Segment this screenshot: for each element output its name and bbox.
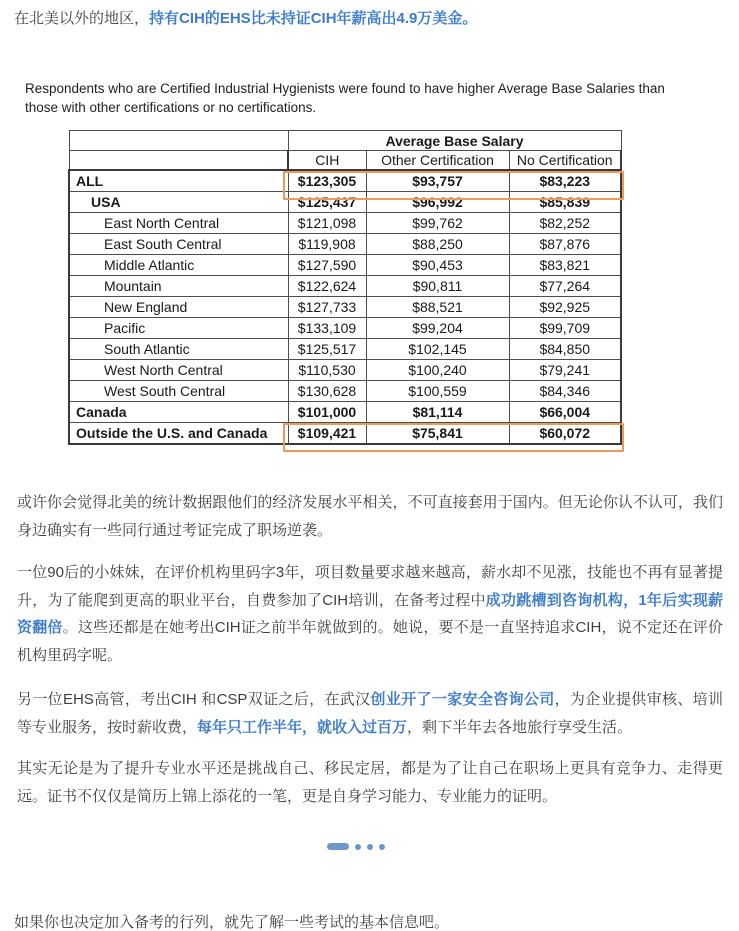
row-label: West North Central	[69, 359, 288, 380]
row-label: New England	[69, 296, 288, 317]
salary-value: $130,628	[288, 380, 366, 401]
salary-value: $133,109	[288, 317, 366, 338]
table-row	[69, 359, 621, 380]
salary-value: $125,517	[288, 338, 366, 359]
row-label: Middle Atlantic	[69, 254, 288, 275]
salary-value: $110,530	[288, 359, 366, 380]
salary-value: $99,204	[366, 317, 509, 338]
salary-value: $123,305	[288, 170, 366, 192]
salary-value: $92,925	[509, 296, 621, 317]
salary-table-container	[68, 130, 622, 445]
table-row	[69, 233, 621, 254]
emphasis-blue-text: 创业开了一家安全咨询公司	[370, 691, 555, 708]
section-divider	[0, 843, 712, 850]
article-heading	[14, 8, 725, 30]
row-label: South Atlantic	[69, 338, 288, 359]
salary-value: $99,709	[509, 317, 621, 338]
salary-value: $100,240	[366, 359, 509, 380]
salary-value: $83,223	[509, 170, 621, 192]
salary-value: $122,624	[288, 275, 366, 296]
row-label: East North Central	[69, 212, 288, 233]
plain-text: 另一位EHS高管，考出CIH 和CSP双证之后，在武汉	[17, 691, 371, 708]
body-paragraph-1	[17, 489, 723, 544]
plain-text: ，剩下半年去各地旅行享受生活。	[407, 718, 633, 736]
body-paragraph-2	[17, 559, 723, 669]
table-row	[69, 338, 621, 359]
salary-value: $100,559	[366, 380, 509, 401]
table-row	[69, 170, 621, 192]
salary-value: $90,811	[366, 275, 509, 296]
salary-value: $101,000	[288, 401, 366, 422]
salary-table	[68, 130, 622, 445]
table-group-header-row	[69, 131, 621, 151]
table-row	[69, 254, 621, 275]
table-row	[69, 296, 621, 317]
salary-value: $102,145	[366, 338, 509, 359]
body-paragraph-4	[17, 755, 723, 810]
table-row	[69, 191, 621, 212]
plain-text: 一位90后的小妹妹，在评价机构里码字3年，项目数量要求越来越高，薪水却不见涨，技能也不再有显著提升，为了能爬到更高的职业平台，自费参加了CIH培训，在备考过程中	[17, 564, 723, 609]
footer-paragraph: 如果你也决定加入备考的行列，就先了解一些考试的基本信息吧。	[14, 914, 450, 931]
salary-value: $127,733	[288, 296, 366, 317]
salary-value: $87,876	[509, 233, 621, 254]
row-label: ALL	[69, 170, 288, 192]
divider-dot-icon	[367, 844, 373, 850]
salary-value: $75,841	[366, 422, 509, 444]
salary-value: $88,250	[366, 233, 509, 254]
plain-text: 在北美以外的地区，	[14, 10, 150, 27]
salary-value: $99,762	[366, 212, 509, 233]
body-paragraph-3	[17, 686, 723, 741]
plain-text: 其实无论是为了提升专业水平还是挑战自己、移民定居，都是为了让自己在职场上更具有竞争力、走得更远。证书不仅仅是简历上锦上添花的一笔，更是自身学习能力、专业能力的证明。	[17, 760, 723, 805]
salary-value: $60,072	[509, 422, 621, 444]
table-row	[69, 422, 621, 444]
salary-value: $96,992	[366, 191, 509, 212]
salary-value: $93,757	[366, 170, 509, 192]
salary-value: $84,850	[509, 338, 621, 359]
row-label: Outside the U.S. and Canada	[69, 422, 288, 444]
plain-text: 。这些还都是在她考出CIH证之前半年就做到的。她说，要不是一直坚持追求CIH，说不定还在评价机构里码字呢。	[17, 619, 723, 664]
salary-value: $82,252	[509, 212, 621, 233]
emphasis-blue-text: 成功跳槽到咨询机构，1年后实现薪资翻倍	[17, 591, 723, 636]
column-header-cih: CIH	[288, 151, 366, 170]
salary-value: $121,098	[288, 212, 366, 233]
table-column-header-row	[69, 151, 621, 170]
emphasis-blue-text: 每年只工作半年，就收入过百万	[197, 718, 408, 736]
salary-value: $119,908	[288, 233, 366, 254]
emphasis-blue-text: 持有CIH的EHS比未持证CIH年薪高出4.9万美金。	[149, 10, 478, 27]
divider-dot-icon	[379, 844, 385, 850]
salary-value: $84,346	[509, 380, 621, 401]
salary-value: $77,264	[509, 275, 621, 296]
row-label: Canada	[69, 401, 288, 422]
divider-dot-icon	[355, 844, 361, 850]
row-label: East South Central	[69, 233, 288, 254]
row-label: Pacific	[69, 317, 288, 338]
blank-corner-cell	[69, 151, 288, 170]
english-intro-paragraph: Respondents who are Certified Industrial Hygienists were found to have higher Average Base Salaries than those with other certifications or no certifications.	[25, 81, 665, 115]
blank-corner-cell	[69, 131, 288, 151]
row-label: USA	[69, 191, 288, 212]
row-label: West South Central	[69, 380, 288, 401]
column-header-no-certification: No Certification	[509, 151, 621, 170]
plain-text: 或许你会觉得北美的统计数据跟他们的经济发展水平相关，不可直接套用于国内。但无论你认不认可，我们身边确实有一些同行通过考证完成了职场逆袭。	[17, 494, 723, 539]
salary-value: $90,453	[366, 254, 509, 275]
table-row	[69, 212, 621, 233]
table-row	[69, 275, 621, 296]
column-header-other-certification: Other Certification	[366, 151, 509, 170]
divider-dash-icon	[327, 843, 349, 850]
salary-value: $81,114	[366, 401, 509, 422]
salary-value: $83,821	[509, 254, 621, 275]
table-row	[69, 380, 621, 401]
table-row	[69, 401, 621, 422]
salary-table-body	[69, 170, 621, 444]
salary-value: $85,839	[509, 191, 621, 212]
table-row	[69, 317, 621, 338]
salary-value: $88,521	[366, 296, 509, 317]
salary-value: $79,241	[509, 359, 621, 380]
salary-value: $66,004	[509, 401, 621, 422]
group-header-cell: Average Base Salary	[288, 131, 621, 151]
plain-text: ，为企业提供审核、培训等专业服务，按时薪收费，	[17, 691, 723, 736]
salary-value: $109,421	[288, 422, 366, 444]
salary-value: $127,590	[288, 254, 366, 275]
salary-value: $125,437	[288, 191, 366, 212]
row-label: Mountain	[69, 275, 288, 296]
